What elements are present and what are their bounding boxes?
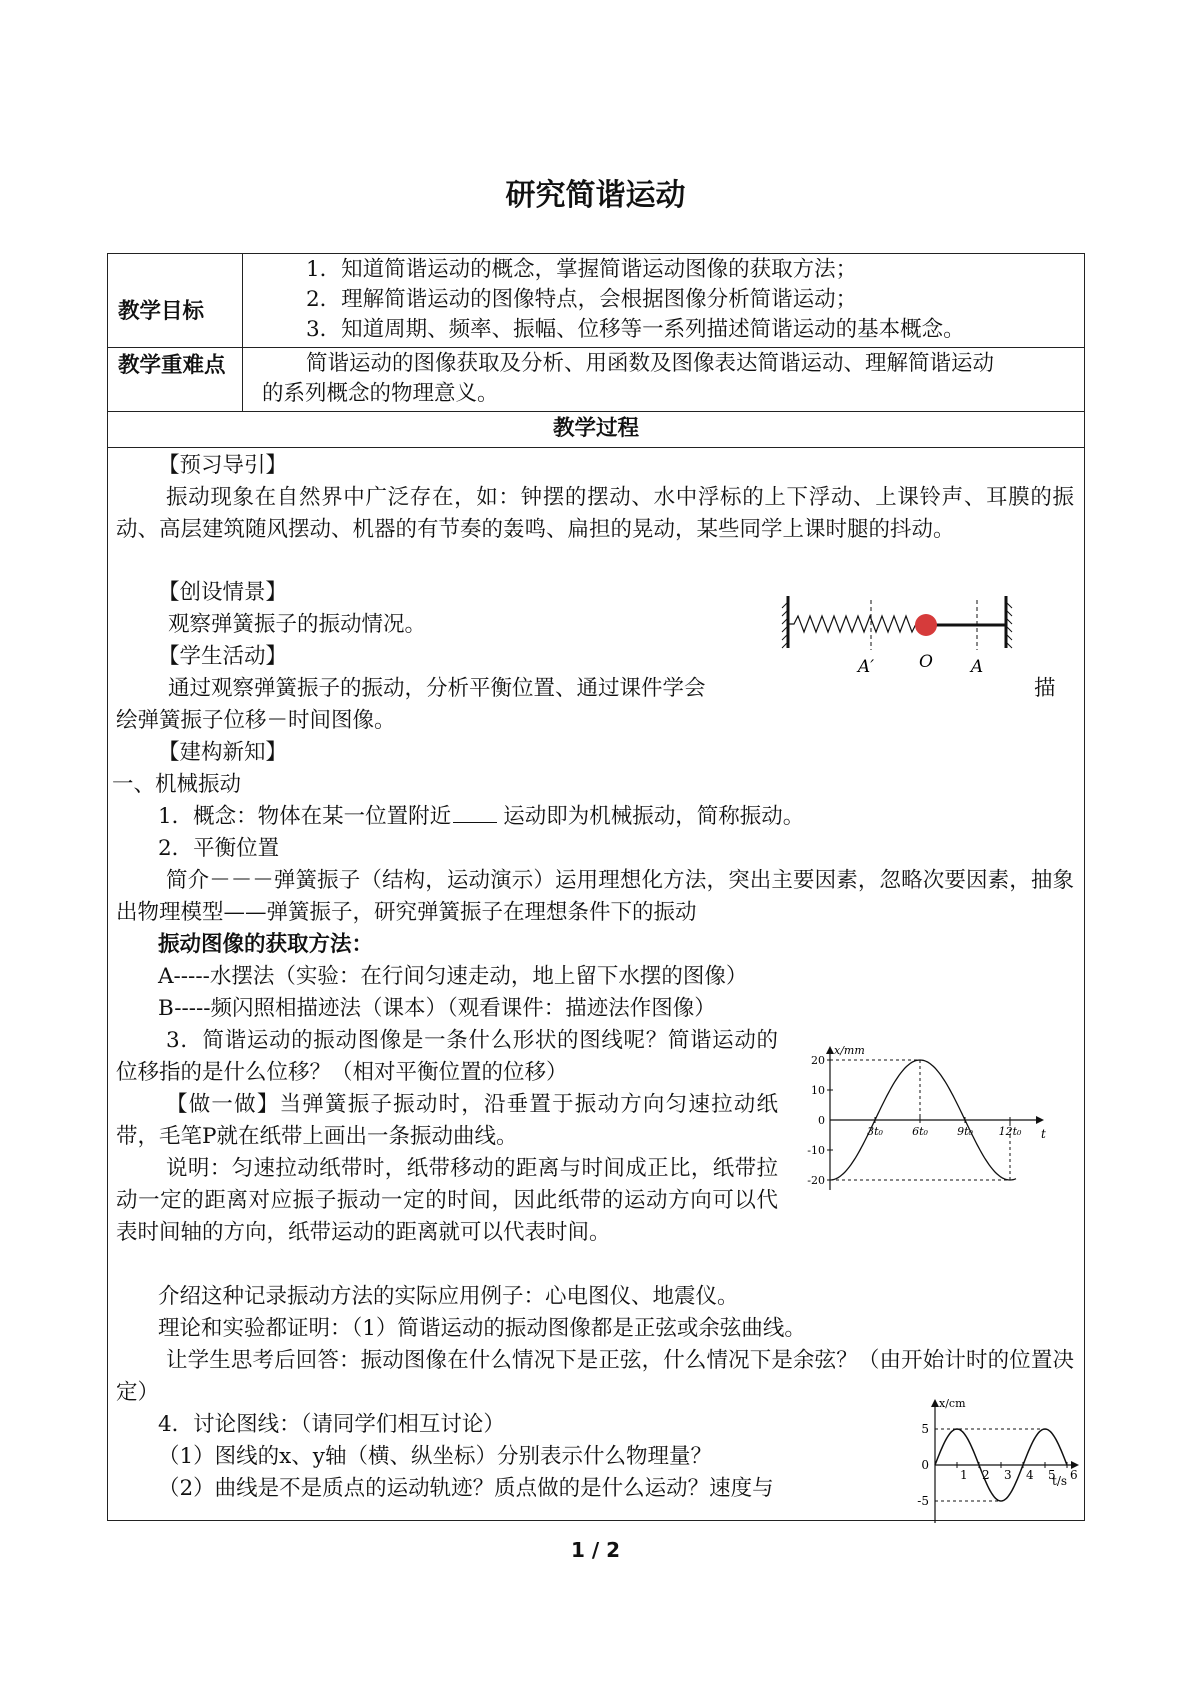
concept-item xyxy=(158,801,804,833)
activity-text: 绘弹簧振子位移－时间图像。 xyxy=(116,708,396,733)
document-title: 研究简谐运动 xyxy=(505,178,686,213)
discuss-item: 4．讨论图线：（请同学们相互讨论） xyxy=(158,1412,505,1437)
table-row-divider xyxy=(108,447,1084,448)
difficulty-text: 简谐运动的图像获取及分析、用函数及图像表达简谐运动、理解简谐运动 xyxy=(306,351,995,376)
vibration-graph-cm xyxy=(895,1393,1085,1528)
x-tick-label: 2 xyxy=(982,1468,990,1482)
table-row-divider xyxy=(108,411,1084,412)
examples-text: 介绍这种记录振动方法的实际应用例子：心电图仪、地震仪。 xyxy=(158,1284,739,1309)
method-heading: 振动图像的获取方法： xyxy=(158,932,374,957)
x-tick-label: 3 xyxy=(1004,1468,1012,1482)
lesson-table xyxy=(107,253,1085,1521)
page-number: 1 / 2 xyxy=(570,1538,621,1562)
y-tick-label: 5 xyxy=(921,1422,929,1436)
question-1: （1）图线的x、y轴（横、纵坐标）分别表示什么物理量？ xyxy=(158,1444,712,1469)
activity-text: 通过观察弹簧振子的振动，分析平衡位置、通过课件学会 xyxy=(168,676,706,701)
y-axis-label: x/cm xyxy=(939,1397,966,1410)
difficulty-label: 教学重难点 xyxy=(118,353,226,378)
y-axis-arrow xyxy=(931,1399,939,1407)
oscillator-ball xyxy=(915,614,937,636)
x-tick-label: 4 xyxy=(1026,1468,1034,1482)
preview-text: 振动现象在自然界中广泛存在，如：钟摆的摆动、水中浮标的上下浮动、上课铃声、耳膜的振动、高层建筑随风摆动、机器的有节奏的轰鸣、扁担的晃动，某些同学上课时腿的抖动。 xyxy=(116,485,1074,542)
question-2: （2）曲线是不是质点的运动轨迹？质点做的是什么运动？速度与 xyxy=(158,1476,774,1501)
spring-coil xyxy=(788,616,926,632)
label-a: A xyxy=(970,657,984,677)
concept-suffix: 运动即为机械振动，简称振动。 xyxy=(503,804,805,829)
concept-prefix: 1．概念：物体在某一位置附近 xyxy=(158,804,452,829)
label-a-prime: A′ xyxy=(857,657,875,677)
preview-heading: 【预习导引】 xyxy=(158,453,288,478)
explain-text: 说明：匀速拉动纸带时，纸带移动的距离与时间成正比，纸带拉动一定的距离对应振子振动一定的时间，因此纸带的运动方向可以代表时间轴的方向，纸带运动的距离就可以代表时间。 xyxy=(116,1156,778,1245)
think-text: 让学生思考后回答：振动图像在什么情况下是正弦，什么情况下是余弦？（由开始计时的位置决定） xyxy=(116,1348,1074,1405)
x-tick-label: 3t₀ xyxy=(867,1125,883,1138)
y-axis-label: x/mm xyxy=(834,1044,865,1057)
activity-heading: 【学生活动】 xyxy=(158,644,288,669)
x-tick-label: 1 xyxy=(960,1468,968,1482)
y-axis-arrow xyxy=(826,1046,834,1054)
x-tick-label: 6t₀ xyxy=(912,1125,928,1138)
balance-item: 2．平衡位置 xyxy=(158,836,280,861)
x-tick-label: 12t₀ xyxy=(998,1125,1022,1138)
y-tick-label: -5 xyxy=(917,1494,929,1508)
y-tick-label: 0 xyxy=(818,1114,825,1127)
y-tick-label: 20 xyxy=(811,1054,825,1067)
x-axis-label: t xyxy=(1041,1127,1046,1141)
x-tick-label: 9t₀ xyxy=(957,1125,973,1138)
y-tick-label: 10 xyxy=(811,1084,825,1097)
x-axis-arrow xyxy=(1036,1116,1044,1124)
y-tick-label: 0 xyxy=(921,1458,929,1472)
item3-text: 3．简谐运动的振动图像是一条什么形状的图线呢？简谐运动的位移指的是什么位移？（相对平衡位置的位移） xyxy=(116,1028,778,1085)
scenario-text: 观察弹簧振子的振动情况。 xyxy=(168,612,427,637)
y-tick-label: -20 xyxy=(807,1174,825,1187)
label-o: O xyxy=(919,652,933,672)
y-tick-label: -10 xyxy=(807,1144,825,1157)
activity-text-end: 描 xyxy=(1034,676,1056,701)
table-label-divider xyxy=(242,254,243,411)
method-b: B-----频闪照相描迹法（课本）（观看课件：描迹法作图像） xyxy=(158,996,716,1021)
difficulty-text: 的系列概念的物理意义。 xyxy=(262,381,499,406)
goal-item: 3．知道周期、频率、振幅、位移等一系列描述简谐运动的基本概念。 xyxy=(306,317,965,342)
process-header: 教学过程 xyxy=(552,416,639,441)
section-heading: 一、机械振动 xyxy=(112,772,242,797)
proof-text: 理论和实验都证明：（1）简谐运动的振动图像都是正弦或余弦曲线。 xyxy=(158,1316,806,1341)
goals-label: 教学目标 xyxy=(118,299,205,324)
construct-heading: 【建构新知】 xyxy=(158,740,288,765)
x-tick-label: 6 xyxy=(1070,1468,1078,1482)
goal-item: 2．理解简谐运动的图像特点，会根据图像分析简谐运动； xyxy=(306,287,858,312)
x-axis-label: t/s xyxy=(1052,1474,1068,1488)
blank-line xyxy=(453,804,497,823)
spring-oscillator-figure xyxy=(780,592,1030,677)
x-tick-label: 5 xyxy=(1048,1468,1056,1482)
goal-item: 1．知道简谐运动的概念，掌握简谐运动图像的获取方法； xyxy=(306,257,858,282)
scenario-heading: 【创设情景】 xyxy=(158,580,288,605)
intro-text: 简介－－－弹簧振子（结构，运动演示）运用理想化方法，突出主要因素，忽略次要因素，抽象出物理模型——弹簧振子，研究弹簧振子在理想条件下的振动 xyxy=(116,868,1074,925)
try-text: 【做一做】当弹簧振子振动时，沿垂置于振动方向匀速拉动纸带，毛笔P就在纸带上画出一条振动曲线。 xyxy=(116,1092,778,1149)
vibration-graph-mm xyxy=(795,1040,1055,1200)
method-a: A-----水摆法（实验：在行间匀速走动，地上留下水摆的图像） xyxy=(158,964,748,989)
